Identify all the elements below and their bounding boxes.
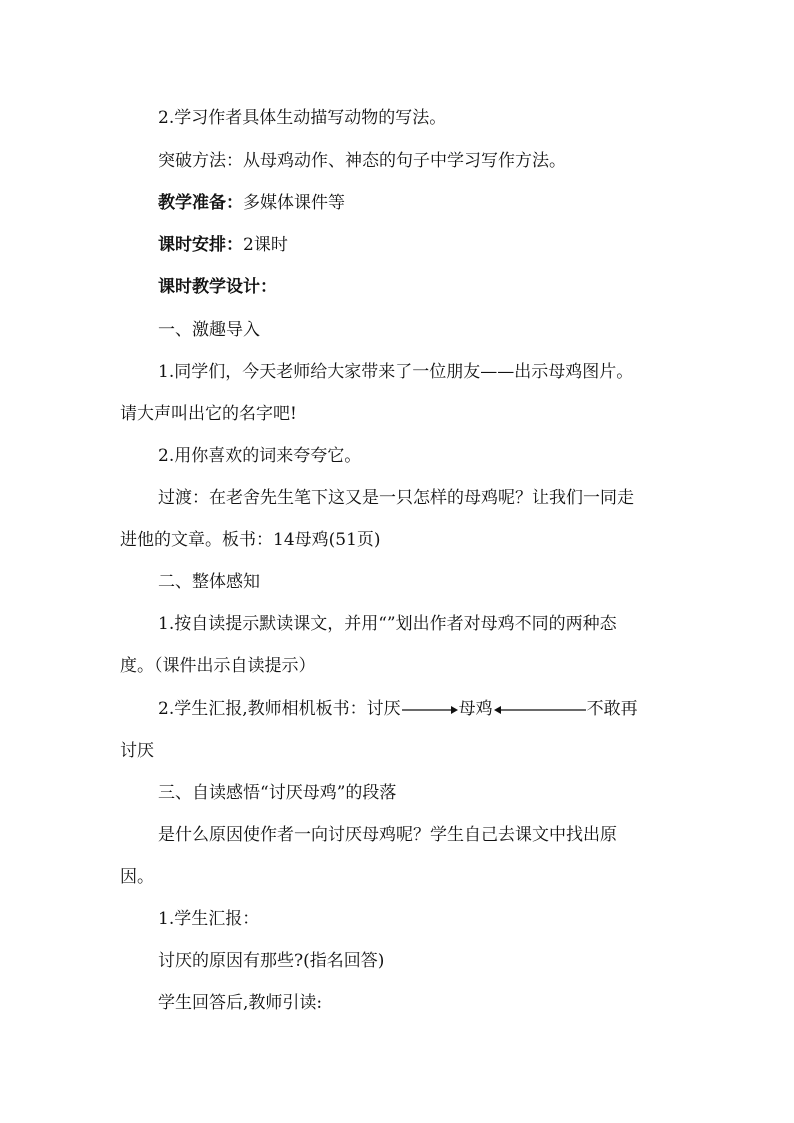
teaching-prep-value: 多媒体课件等 <box>243 193 345 213</box>
intro-paragraph-1-cont: 请大声叫出它的名字吧! <box>120 404 297 424</box>
teaching-prep-label: 教学准备： <box>158 193 243 213</box>
section-2-heading: 二、整体感知 <box>158 572 260 592</box>
blackboard-start: 讨厌 <box>366 699 401 719</box>
intro-paragraph-2: 2.用你喜欢的词来夸夸它。 <box>158 446 362 466</box>
blackboard-middle: 母鸡 <box>458 699 493 719</box>
blackboard-line <box>158 697 718 721</box>
reason-question-cont: 因。 <box>120 867 154 887</box>
left-arrow-icon <box>493 704 587 716</box>
right-arrow-icon <box>401 704 459 716</box>
transition-paragraph-cont: 进他的文章。板书：14母鸡(51页) <box>120 530 381 550</box>
section-3-heading: 三、自读感悟“讨厌母鸡”的段落 <box>158 783 397 803</box>
lesson-arrangement-value: 2课时 <box>243 235 288 255</box>
teaching-prep <box>158 191 718 215</box>
intro-paragraph-1: 1.同学们，今天老师给大家带来了一位朋友——出示母鸡图片。 <box>158 362 634 382</box>
perception-paragraph-1: 1.按自读提示默读课文，并用“”划出作者对母鸡不同的两种态 <box>158 614 617 634</box>
transition-paragraph: 过渡：在老舍先生笔下这又是一只怎样的母鸡呢？让我们一同走 <box>158 488 634 508</box>
teacher-guided-reading: 学生回答后,教师引读: <box>158 993 323 1013</box>
blackboard-prefix: 2.学生汇报,教师相机板书： <box>158 699 367 719</box>
reason-question: 是什么原因使作者一向讨厌母鸡呢？学生自己去课文中找出原 <box>158 825 617 845</box>
lesson-arrangement <box>158 233 718 257</box>
blackboard-end: 不敢再 <box>586 699 638 719</box>
objective-2: 2.学习作者具体生动描写动物的写法。 <box>158 108 447 128</box>
reasons-question: 讨厌的原因有那些?(指名回答) <box>158 951 385 971</box>
lesson-arrangement-label: 课时安排： <box>158 235 243 255</box>
perception-paragraph-1-cont: 度。（课件出示自读提示） <box>120 656 316 676</box>
blackboard-line-cont: 讨厌 <box>120 741 154 761</box>
lesson-design-heading: 课时教学设计： <box>158 277 277 297</box>
breakthrough-method: 突破方法：从母鸡动作、神态的句子中学习写作方法。 <box>158 151 566 171</box>
section-1-heading: 一、激趣导入 <box>158 320 260 340</box>
student-report: 1.学生汇报： <box>158 909 260 929</box>
